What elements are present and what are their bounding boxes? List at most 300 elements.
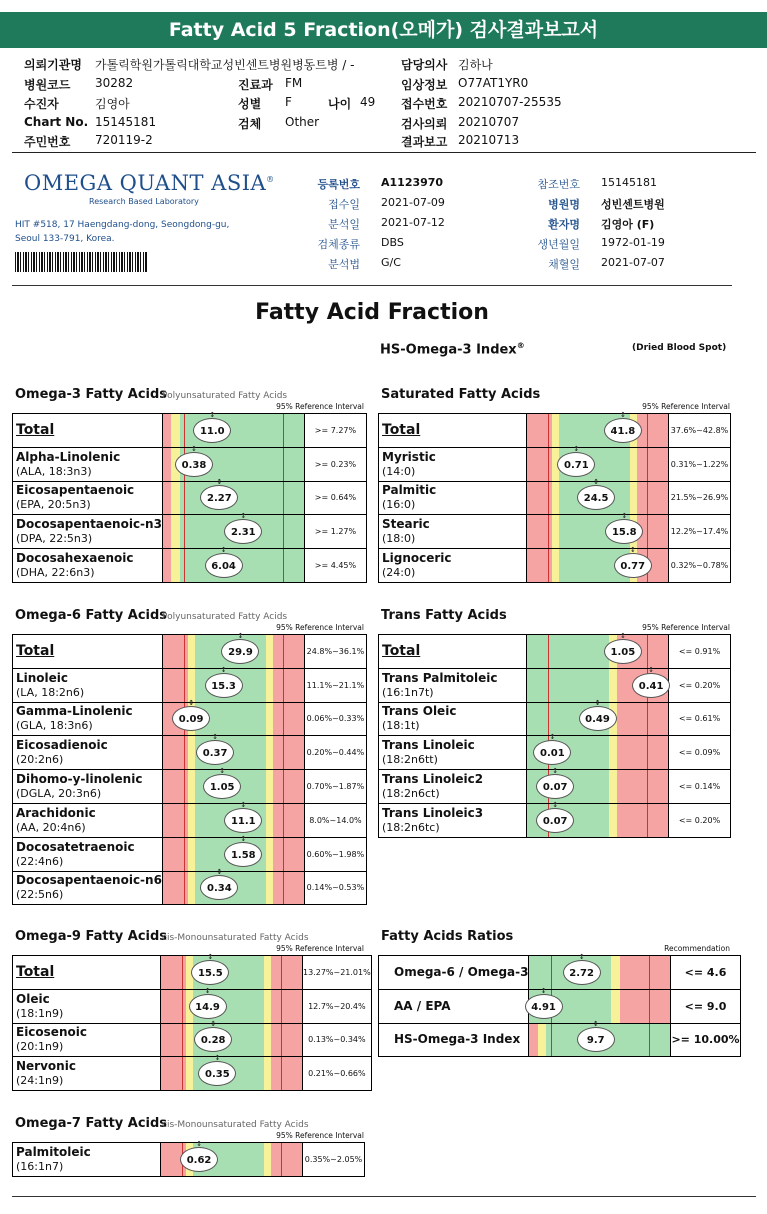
red-zone [271, 990, 302, 1023]
reference-range: <= 0.91% [669, 635, 731, 669]
fatty-acid-name-cell [379, 414, 527, 448]
fatty-acid-name-cell [13, 871, 163, 905]
result-value-marker: ↕ 15.3 [205, 673, 243, 698]
reference-range: 0.32%~0.78% [669, 549, 731, 583]
table-row [379, 447, 731, 481]
result-bar [161, 1057, 303, 1091]
fatty-acid-name: Docosahexaenoic [16, 551, 134, 566]
fatty-acid-name: Oleic [16, 991, 50, 1006]
lab-tagline: Research Based Laboratory [89, 197, 199, 206]
dried-blood-spot: (Dried Blood Spot) [632, 343, 727, 353]
label-clinical-info: 임상정보 [401, 78, 448, 92]
yellow-zone [266, 838, 273, 871]
result-value-marker: ↕ 0.38 [175, 452, 213, 477]
yellow-zone [188, 838, 195, 871]
value-reg-no: A1123970 [381, 176, 444, 189]
table-row [13, 668, 367, 702]
reference-line [283, 703, 284, 736]
reference-range: >= 4.45% [304, 549, 366, 583]
fatty-acid-code: (16:1n7) [16, 1159, 64, 1173]
reference-line [182, 956, 183, 989]
result-value-marker: ↕ 0.01 [533, 740, 571, 765]
red-zone [273, 736, 304, 769]
omega6-table [12, 634, 367, 905]
fatty-acid-name-cell [379, 1023, 529, 1057]
reference-line [647, 635, 648, 668]
red-zone [617, 736, 668, 769]
result-value-marker: ↕ 0.62 [180, 1147, 218, 1172]
fatty-acid-name-cell [13, 736, 163, 770]
result-value-marker: ↕ 41.8 [604, 418, 642, 443]
red-zone [637, 448, 668, 481]
fatty-acid-name-cell [379, 956, 529, 990]
table-row [379, 549, 731, 583]
table-row [379, 702, 731, 736]
result-bar [162, 549, 304, 583]
fatty-acid-name: Trans Linoleic2 [382, 772, 484, 787]
reference-line [647, 736, 648, 769]
red-zone [273, 838, 304, 871]
reference-range: <= 4.6 [671, 956, 740, 990]
fatty-acid-name: Nervonic [16, 1059, 76, 1074]
reference-line [184, 770, 185, 803]
label-test-request: 검사의뢰 [401, 117, 448, 131]
fatty-acid-name-cell [13, 668, 163, 702]
fatty-acid-name-cell [13, 1057, 161, 1091]
value-age: 49 [360, 95, 376, 109]
result-bar [527, 668, 669, 702]
label-method: 분석법 [328, 258, 360, 271]
yellow-zone [264, 1024, 271, 1057]
reference-line [647, 448, 648, 481]
fatty-acid-name-cell [13, 447, 163, 481]
value-blood-draw: 2021-07-07 [601, 256, 665, 269]
fatty-acid-name: Total [382, 422, 421, 439]
result-bar [527, 770, 669, 804]
reference-range: <= 9.0 [671, 989, 740, 1023]
reference-line [182, 1057, 183, 1090]
result-value-marker: ↕ 1.05 [604, 639, 642, 664]
reference-range: 13.27%~21.01% [303, 956, 372, 990]
reference-interval-label: 95% Reference Interval [642, 402, 730, 411]
reference-line [647, 482, 648, 515]
table-row [379, 481, 731, 515]
fatty-acid-name-cell [13, 837, 163, 871]
reference-line [283, 838, 284, 871]
red-zone [617, 703, 668, 736]
yellow-zone [609, 770, 617, 803]
fatty-acid-name: Linoleic [16, 670, 69, 685]
reference-range: 0.70%~1.87% [304, 770, 366, 804]
fatty-acid-name: Total [382, 643, 421, 660]
yellow-zone [186, 1057, 193, 1090]
section-title: Trans Fatty Acids [381, 608, 507, 623]
yellow-zone [552, 515, 559, 548]
result-value-marker: ↕ 0.09 [172, 706, 210, 731]
reference-range: 37.6%~42.8% [669, 414, 731, 448]
label-receipt-no: 접수번호 [401, 97, 448, 111]
table-row [13, 635, 367, 669]
reference-line [548, 515, 549, 548]
red-zone [620, 990, 671, 1023]
omega9-table [12, 955, 372, 1091]
yellow-zone [266, 669, 273, 702]
red-zone [271, 956, 302, 989]
fatty-acid-name: Omega-6 / Omega-3 [394, 964, 529, 979]
label-analyzed: 분석일 [328, 218, 360, 231]
result-value-marker: ↕ 0.37 [196, 740, 234, 765]
reference-line [184, 804, 185, 837]
table-row [379, 989, 741, 1023]
section-subtitle: Polyunsaturated Fatty Acids [162, 391, 288, 401]
result-bar [162, 635, 304, 669]
result-bar [161, 956, 303, 990]
reference-line [283, 736, 284, 769]
section-title: Saturated Fatty Acids [381, 387, 541, 402]
fatty-acid-name: Lignoceric [382, 551, 452, 566]
divider [12, 1196, 756, 1197]
red-zone [273, 804, 304, 837]
red-zone [273, 635, 304, 668]
reference-range: 8.0%~14.0% [304, 803, 366, 837]
reference-line [283, 804, 284, 837]
reference-line [283, 635, 284, 668]
fatty-acid-code: (16:1n7t) [382, 685, 434, 699]
reference-line [283, 448, 284, 481]
table-row [379, 956, 741, 990]
fatty-acid-name: Myristic [382, 449, 436, 464]
trans-table [378, 634, 731, 838]
reference-range: <= 0.09% [669, 736, 731, 770]
fatty-acid-name-cell [13, 702, 163, 736]
yellow-zone [188, 635, 195, 668]
fatty-acid-name: Alpha-Linolenic [16, 449, 121, 464]
reference-line [649, 990, 650, 1023]
reference-line [551, 956, 552, 989]
reference-line [283, 414, 284, 447]
yellow-zone [171, 549, 179, 582]
label-doctor: 담당의사 [401, 58, 448, 72]
fatty-acid-code: (DHA, 22:6n3) [16, 566, 95, 580]
reference-range: <= 0.14% [669, 770, 731, 804]
result-value-marker: ↕ 29.9 [221, 639, 259, 664]
reference-range: 0.35%~2.05% [303, 1143, 365, 1177]
label-resident-no: 주민번호 [24, 135, 71, 149]
result-value-marker: ↕ 11.0 [193, 418, 231, 443]
red-zone [273, 669, 304, 702]
yellow-zone [171, 414, 179, 447]
fatty-acid-code: (GLA, 18:3n6) [16, 719, 93, 733]
red-zone [271, 1143, 302, 1176]
result-bar [527, 414, 669, 448]
green-zone [527, 635, 609, 668]
reference-line [551, 1024, 552, 1057]
fatty-acid-code: (18:1n9) [16, 1006, 64, 1020]
label-result-report: 결과보고 [401, 135, 448, 149]
reference-line [182, 990, 183, 1023]
label-chart-no: Chart No. [24, 115, 89, 129]
fatty-acid-name: Total [16, 964, 55, 981]
fatty-acid-code: (18:0) [382, 532, 416, 546]
result-bar [161, 989, 303, 1023]
result-bar [162, 515, 304, 549]
yellow-zone [171, 482, 179, 515]
label-age: 나이 [328, 97, 352, 111]
fatty-acid-name: Eicosenoic [16, 1025, 87, 1040]
fatty-acid-name-cell [379, 635, 527, 669]
fatty-acid-name-cell [379, 770, 527, 804]
fatty-acid-name-cell [13, 549, 163, 583]
fatty-acid-name: Trans Oleic [382, 704, 457, 719]
result-bar [162, 668, 304, 702]
label-specimen: 검체 [238, 117, 262, 131]
table-row [379, 635, 731, 669]
result-value-marker: ↕ 2.27 [200, 485, 238, 510]
value-specimen-type: DBS [381, 236, 404, 249]
yellow-zone [266, 804, 273, 837]
reference-line [647, 414, 648, 447]
reference-line [649, 956, 650, 989]
yellow-zone [609, 804, 617, 837]
reference-line [548, 414, 549, 447]
ratios-table [378, 955, 741, 1057]
value-test-request: 20210707 [458, 115, 520, 129]
fatty-acid-name-cell [13, 481, 163, 515]
reference-line [184, 635, 185, 668]
fatty-acid-name-cell [379, 702, 527, 736]
yellow-zone [264, 990, 271, 1023]
result-bar [161, 1143, 303, 1177]
table-row [379, 414, 731, 448]
table-row [13, 1143, 365, 1177]
red-zone [273, 872, 304, 905]
fatty-acid-name-cell [13, 414, 163, 448]
reference-line [283, 770, 284, 803]
fatty-acid-code: (LA, 18:2n6) [16, 685, 85, 699]
yellow-zone [266, 703, 273, 736]
yellow-zone [611, 990, 619, 1023]
reference-line [649, 1024, 650, 1057]
fatty-acid-code: (EPA, 20:5n3) [16, 498, 91, 512]
fatty-acid-name-cell [379, 447, 527, 481]
reference-interval-label: 95% Reference Interval [276, 623, 364, 632]
lab-logo: OMEGA QUANT ASIA® [24, 171, 275, 195]
fatty-acid-code: (24:1n9) [16, 1074, 64, 1088]
table-row [13, 989, 372, 1023]
result-bar [527, 803, 669, 837]
table-row [13, 871, 367, 905]
divider [12, 285, 732, 286]
red-zone [163, 549, 171, 582]
result-value-marker: ↕ 0.77 [614, 553, 652, 578]
fatty-acid-name-cell [379, 515, 527, 549]
fatty-acid-name: Trans Palmitoleic [382, 670, 498, 685]
reference-interval-label: 95% Reference Interval [276, 1131, 364, 1140]
section-subtitle: Polyunsaturated Fatty Acids [162, 612, 288, 622]
section-title: Omega-9 Fatty Acids [15, 929, 168, 944]
result-value-marker: ↕ 15.8 [605, 519, 643, 544]
yellow-zone [266, 635, 273, 668]
reference-line [281, 1057, 282, 1090]
red-zone [620, 956, 671, 989]
saturated-table [378, 413, 731, 583]
result-bar [529, 1023, 671, 1057]
reference-line [281, 956, 282, 989]
fatty-acid-name-cell [13, 770, 163, 804]
label-patient: 수진자 [24, 97, 59, 111]
red-zone [273, 703, 304, 736]
value-chart-no: 15145181 [95, 115, 157, 129]
yellow-zone [266, 736, 273, 769]
result-value-marker: ↕ 1.05 [203, 774, 241, 799]
reference-range: <= 0.20% [669, 803, 731, 837]
result-bar [162, 837, 304, 871]
red-zone [163, 414, 171, 447]
yellow-zone [266, 872, 273, 905]
value-method: G/C [381, 256, 401, 269]
table-row [13, 702, 367, 736]
result-value-marker: ↕ 15.5 [191, 960, 229, 985]
result-value-marker: ↕ 2.72 [563, 960, 601, 985]
value-receipt-no: 20210707-25535 [458, 95, 562, 109]
value-doctor: 김하나 [458, 58, 493, 72]
fatty-acid-name: Eicosapentaenoic [16, 483, 135, 498]
result-bar [529, 956, 671, 990]
red-zone [271, 1057, 302, 1090]
fatty-acid-code: (24:0) [382, 566, 416, 580]
fatty-acid-code: (ALA, 18:3n3) [16, 464, 92, 478]
reference-line [184, 669, 185, 702]
reference-range: 0.60%~1.98% [304, 837, 366, 871]
fatty-acid-name: Trans Linoleic [382, 738, 475, 753]
table-row [13, 956, 372, 990]
reference-line [548, 448, 549, 481]
yellow-zone [266, 770, 273, 803]
yellow-zone [264, 956, 271, 989]
index-title: HS-Omega-3 Index® [380, 341, 525, 358]
label-hospital: 병원명 [548, 198, 580, 211]
fatty-acid-name-cell [13, 803, 163, 837]
reference-range: 11.1%~21.1% [304, 668, 366, 702]
label-sex: 성별 [238, 97, 262, 111]
reference-line [184, 515, 185, 548]
fatty-acid-name-cell [13, 1143, 161, 1177]
yellow-zone [188, 770, 195, 803]
table-row [13, 447, 367, 481]
reference-line [281, 990, 282, 1023]
result-bar [527, 635, 669, 669]
table-row [13, 549, 367, 583]
reference-line [182, 1024, 183, 1057]
reference-range: 12.7%~20.4% [303, 989, 372, 1023]
value-resident-no: 720119-2 [95, 133, 153, 147]
red-zone [617, 804, 668, 837]
barcode-image [15, 252, 148, 272]
value-result-report: 20210713 [458, 133, 520, 147]
red-zone [617, 770, 668, 803]
yellow-zone [552, 549, 559, 582]
reference-range: 0.14%~0.53% [304, 871, 366, 905]
reference-range: 12.2%~17.4% [669, 515, 731, 549]
fatty-acid-name: Stearic [382, 517, 430, 532]
label-patient-name: 환자명 [548, 218, 580, 231]
reference-interval-label: 95% Reference Interval [642, 623, 730, 632]
table-row [13, 515, 367, 549]
fatty-acid-name-cell [379, 549, 527, 583]
value-department: FM [285, 76, 303, 90]
reference-line [647, 515, 648, 548]
reference-range: <= 0.61% [669, 702, 731, 736]
fatty-acid-code: (18:2n6tt) [382, 753, 438, 767]
result-value-marker: ↕ 6.04 [205, 553, 243, 578]
value-sex: F [285, 95, 292, 109]
result-bar [161, 1023, 303, 1057]
yellow-zone [188, 804, 195, 837]
fatty-acid-name: Arachidonic [16, 805, 96, 820]
fatty-acid-code: (DGLA, 20:3n6) [16, 787, 102, 801]
result-bar [162, 770, 304, 804]
result-value-marker: ↕ 4.91 [525, 994, 563, 1019]
table-row [13, 770, 367, 804]
result-value-marker: ↕ 0.35 [198, 1061, 236, 1086]
result-bar [162, 736, 304, 770]
fatty-acid-code: (DPA, 22:5n3) [16, 532, 93, 546]
label-requesting-org: 의뢰기관명 [24, 58, 82, 72]
label-specimen-type: 검체종류 [317, 238, 360, 251]
result-bar [527, 702, 669, 736]
result-value-marker: ↕ 11.1 [224, 808, 262, 833]
yellow-zone [264, 1143, 271, 1176]
reference-line [647, 703, 648, 736]
main-title: Fatty Acid Fraction [255, 300, 489, 325]
result-value-marker: ↕ 0.07 [536, 774, 574, 799]
reference-range: >= 0.23% [304, 447, 366, 481]
red-zone [271, 1024, 302, 1057]
result-bar [162, 702, 304, 736]
result-bar [527, 736, 669, 770]
result-bar [527, 515, 669, 549]
result-bar [162, 871, 304, 905]
yellow-zone [609, 669, 617, 702]
table-row [379, 515, 731, 549]
result-bar [527, 447, 669, 481]
reference-line [283, 872, 284, 905]
reference-range: >= 0.64% [304, 481, 366, 515]
value-hospital-code: 30282 [95, 76, 134, 90]
label-ref-no: 참조번호 [537, 178, 580, 191]
value-hospital: 성빈센트병원 [601, 198, 665, 211]
result-value-marker: ↕ 0.49 [579, 706, 617, 731]
table-row [379, 1023, 741, 1057]
value-patient-name: 김영아 (F) [601, 218, 655, 231]
yellow-zone [171, 515, 179, 548]
reference-range: 0.06%~0.33% [304, 702, 366, 736]
lab-address-2: Seoul 133-791, Korea. [15, 234, 115, 244]
fatty-acid-name: Dihomo-y-linolenic [16, 772, 143, 787]
yellow-zone [538, 1024, 546, 1057]
fatty-acid-code: (18:2n6ct) [382, 787, 440, 801]
reference-line [283, 482, 284, 515]
fatty-acid-name-cell [379, 736, 527, 770]
fatty-acid-name-cell [13, 1023, 161, 1057]
value-patient: 김영아 [95, 97, 130, 111]
result-bar [162, 803, 304, 837]
reference-interval-label: 95% Reference Interval [276, 944, 364, 953]
fatty-acid-name: AA / EPA [394, 998, 451, 1013]
result-value-marker: ↕ 2.31 [224, 519, 262, 544]
omega7-table [12, 1142, 365, 1177]
result-bar [162, 447, 304, 481]
